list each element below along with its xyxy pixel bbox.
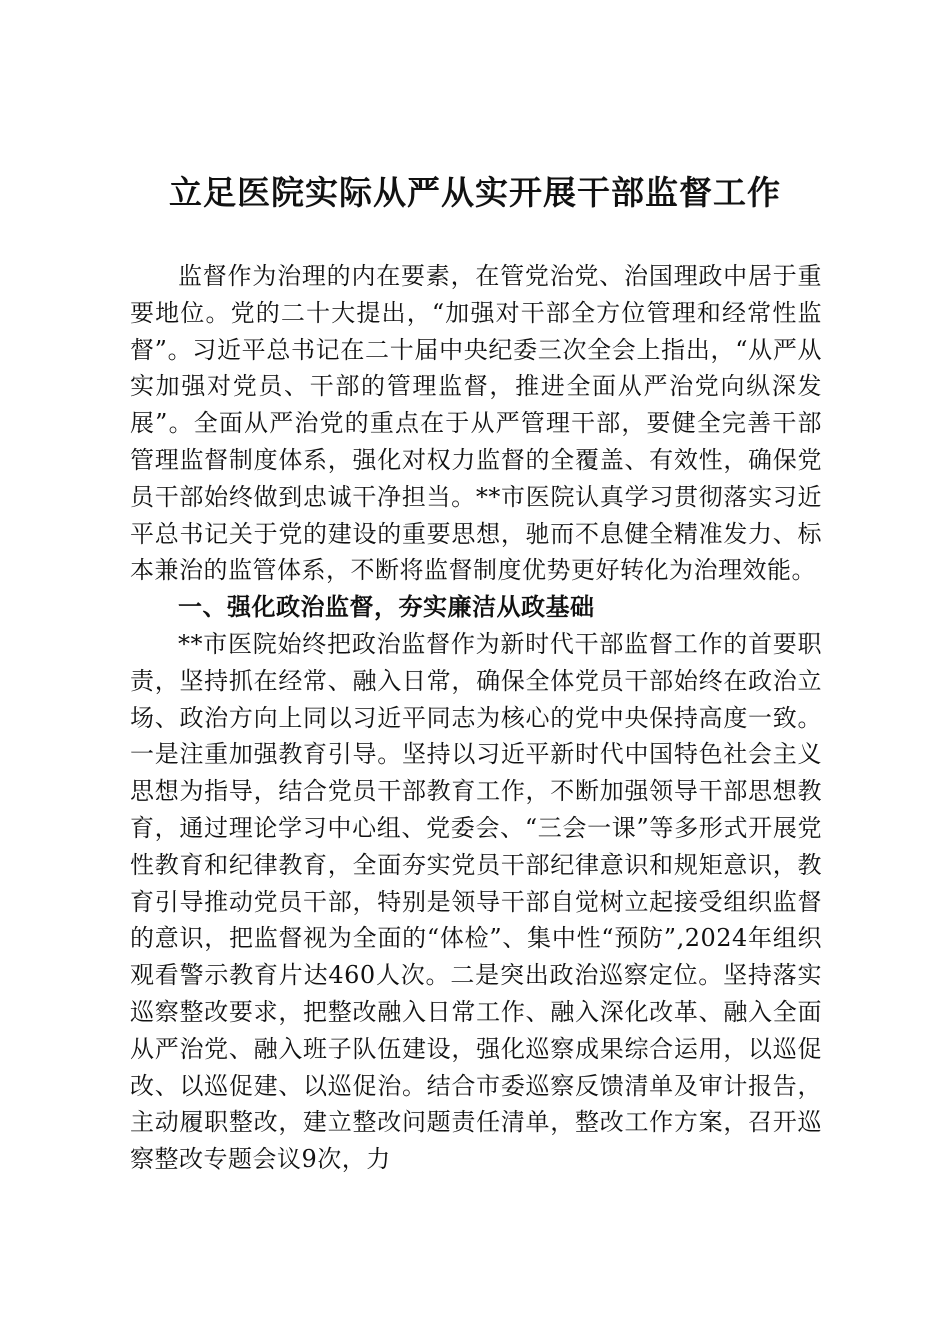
section-heading: 一、强化政治监督，夯实廉洁从政基础 [178,592,595,622]
document-body [130,258,822,1178]
document-title: 立足医院实际从严从实开展干部监督工作 [169,173,781,212]
section-paragraph: **市医院始终把政治监督作为新时代干部监督工作的首要职责，坚持抓在经常、融入日常，确保全体党员干部始终在政治立场、政治方向上同以习近平同志为核心的党中央保持高度一致。一是注重加强教育引导。坚持以习近平新时代中国特色社会主义思想为指导，结合党员干部教育工作，不断加强领导干部思想教育，通过理论学习中心组、党委会、“三会一课”等多形式开展党性教育和纪律教育，全面夯实党员干部纪律意识和规矩意识，教育引导推动党员干部，特别是领导干部自觉树立起接受组织监督的意识，把监督视为全面的“体检”、集中性“预防”,2024年组织观看警示教育片达460人次。二是突出政治巡察定位。坚持落实巡察整改要求，把整改融入日常工作、融入深化改革、融入全面从严治党、融入班子队伍建设，强化巡察成果综合运用，以巡促改、以巡促建、以巡促治。结合市委巡察反馈清单及审计报告，主动履职整改，建立整改问题责任清单，整改工作方案，召开巡察整改专题会议9次，力 [130,629,822,1174]
intro-paragraph: 监督作为治理的内在要素，在管党治党、治国理政中居于重要地位。党的二十大提出，“加强对干部全方位管理和经常性监督”。习近平总书记在二十届中央纪委三次全会上指出，“从严从实加强对党员、干部的管理监督，推进全面从严治党向纵深发展”。全面从严治党的重点在于从严管理干部，要健全完善干部管理监督制度体系，强化对权力监督的全覆盖、有效性，确保党员干部始终做到忠诚干净担当。**市医院认真学习贯彻落实习近平总书记关于党的建设的重要思想，驰而不息健全精准发力、标本兼治的监管体系，不断将监督制度优势更好转化为治理效能。 [130,262,822,585]
